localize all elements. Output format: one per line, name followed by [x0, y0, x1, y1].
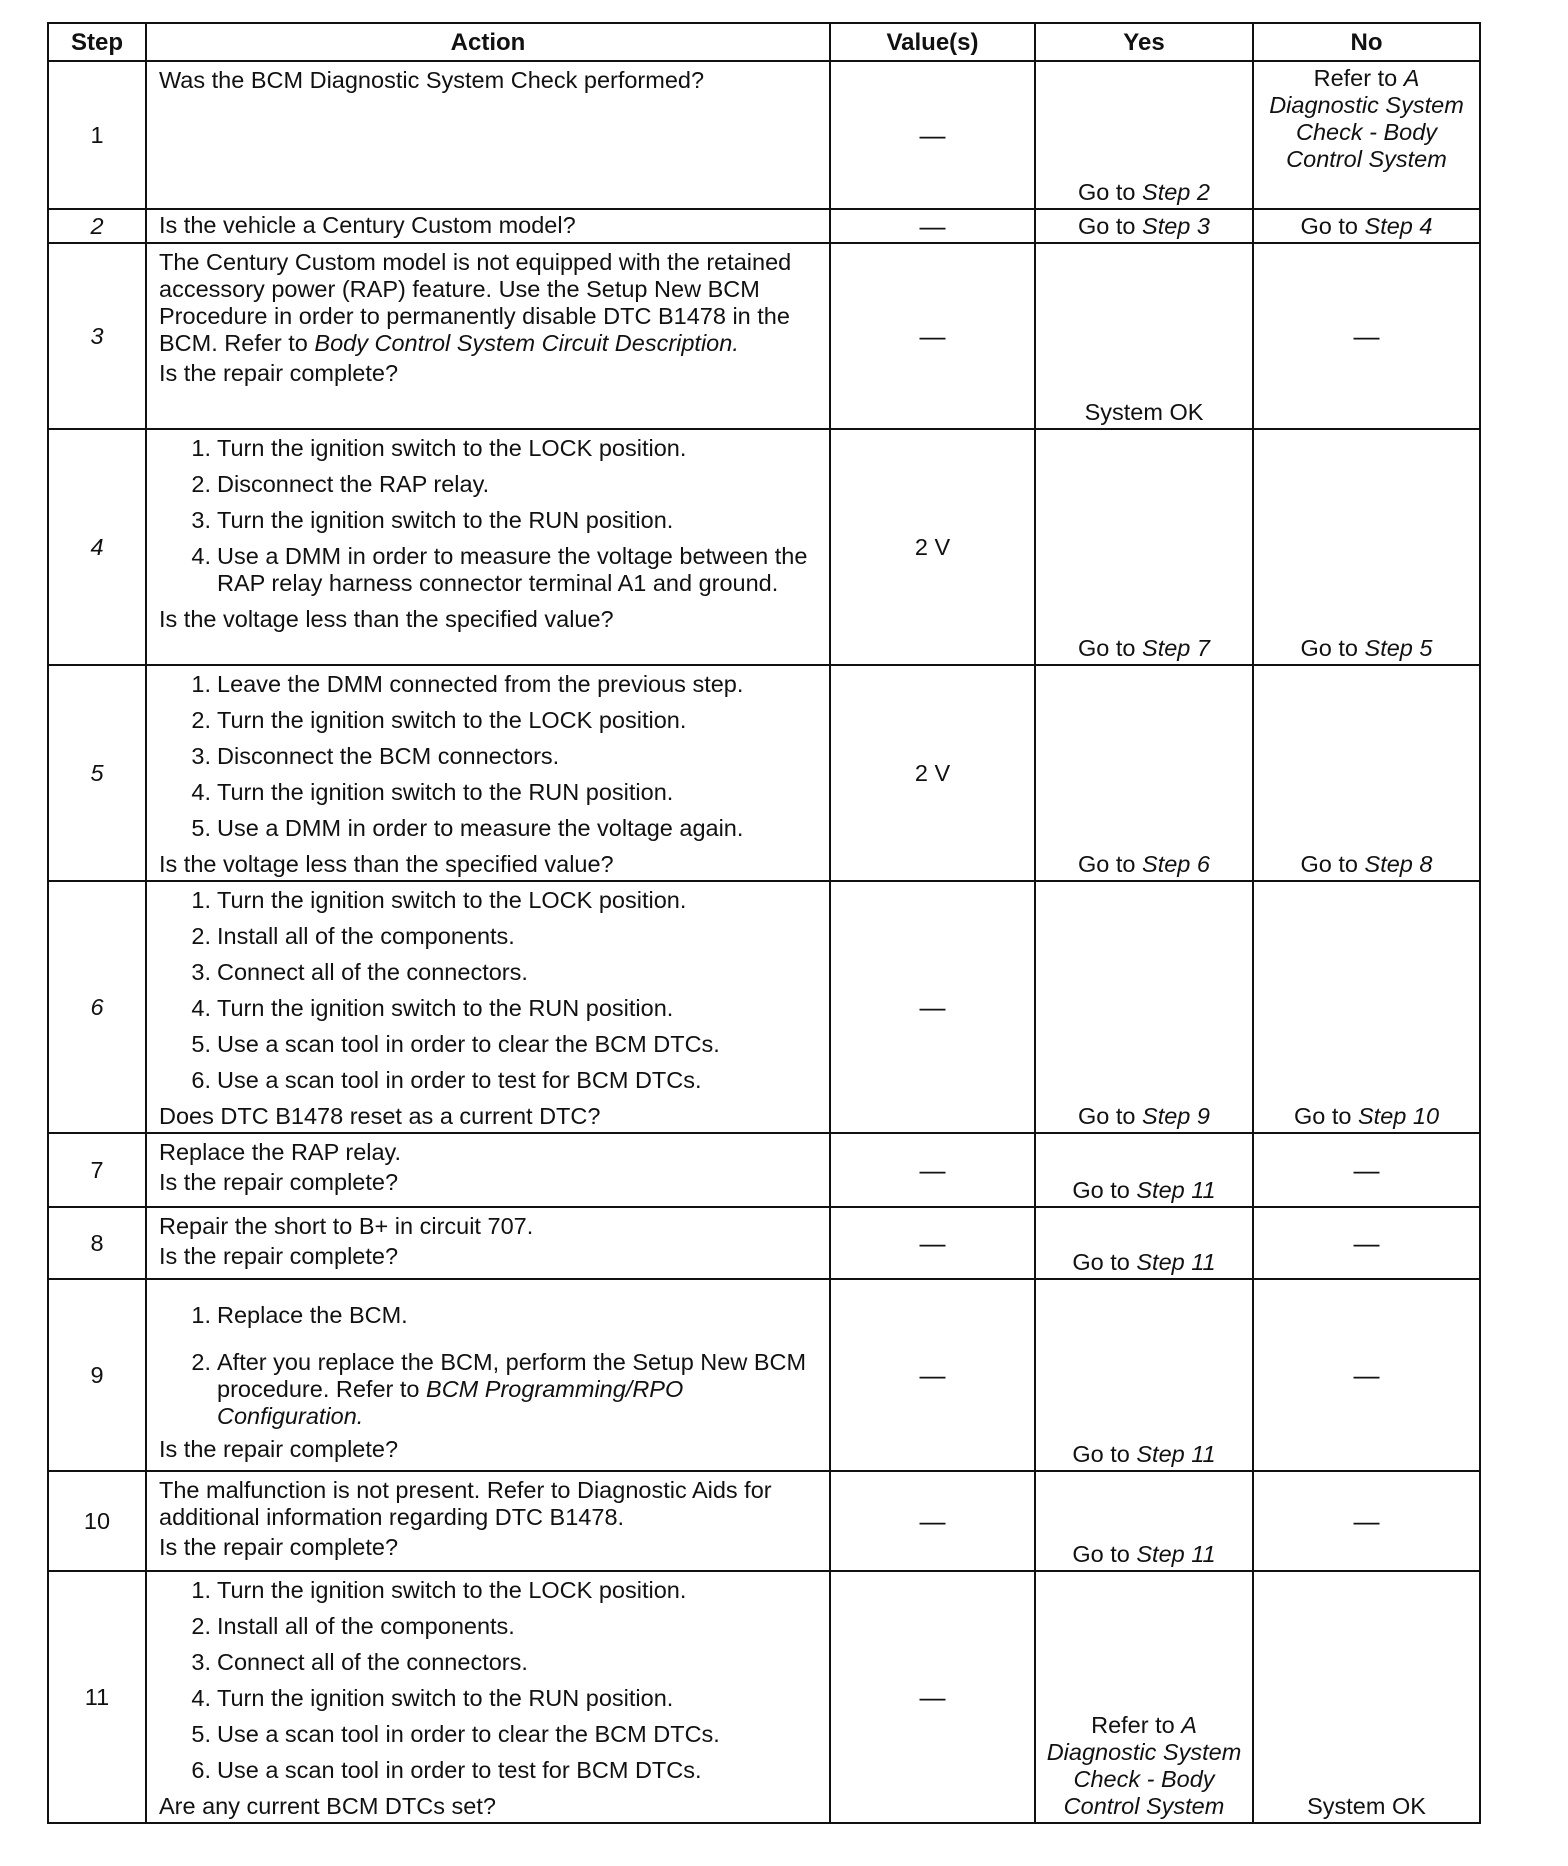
step-link: Step 5 — [1364, 635, 1433, 661]
no-cell: Go to Step 10 — [1253, 881, 1480, 1133]
step-number: 9 — [48, 1279, 146, 1471]
no-cell: — — [1253, 243, 1480, 429]
no-cell: — — [1253, 1279, 1480, 1471]
diagnostic-table-sheet — [47, 22, 1479, 1824]
table-row — [48, 1133, 1480, 1207]
action-question: Is the repair complete? — [159, 1169, 399, 1195]
step-number: 1 — [48, 61, 146, 209]
step-link: Step 11 — [1136, 1541, 1216, 1567]
list-item: 3. Disconnect the BCM connectors. — [191, 743, 560, 769]
action-question: Is the voltage less than the specified value? — [159, 606, 614, 632]
action-question: Is the repair complete? — [159, 1436, 399, 1462]
list-item: 2. Disconnect the RAP relay. — [191, 471, 490, 497]
list-item: 6. Use a scan tool in order to test for BCM DTCs. — [191, 1757, 702, 1783]
action-cell — [146, 209, 830, 243]
list-item: 2. After you replace the BCM, perform the Setup New BCM procedure. Refer to BCM Programming/RPO Configuration. — [191, 1349, 807, 1429]
no-cell: Refer to A Diagnostic System Check - Body Control System — [1253, 61, 1480, 209]
step-number: 3 — [48, 243, 146, 429]
table-row — [48, 1571, 1480, 1823]
action-question: Is the voltage less than the specified value? — [159, 851, 614, 877]
yes-cell: Go to Step 11 — [1035, 1279, 1253, 1471]
list-item: 4. Turn the ignition switch to the RUN position. — [191, 1685, 674, 1711]
action-cell — [146, 61, 830, 209]
value-cell: 2 V — [830, 429, 1035, 665]
action-cell — [146, 1207, 830, 1279]
table-row — [48, 429, 1480, 665]
list-item: 4. Turn the ignition switch to the RUN position. — [191, 995, 674, 1021]
step-link: Step 3 — [1142, 213, 1210, 239]
yes-cell: Refer to A Diagnostic System Check - Body Control System — [1035, 1571, 1253, 1823]
step-number: 4 — [48, 429, 146, 665]
header-values: Value(s) — [830, 23, 1035, 61]
value-cell: 2 V — [830, 665, 1035, 881]
header-no: No — [1253, 23, 1480, 61]
table-row — [48, 61, 1480, 209]
yes-cell: Go to Step 11 — [1035, 1471, 1253, 1571]
header-action: Action — [146, 23, 830, 61]
action-cell — [146, 1571, 830, 1823]
action-question: Are any current BCM DTCs set? — [159, 1793, 496, 1819]
action-list — [159, 435, 819, 597]
action-text: The malfunction is not present. Refer to Diagnostic Aids for additional information regarding DTC B1478. — [159, 1477, 772, 1530]
value-cell: — — [830, 61, 1035, 209]
list-item: 6. Use a scan tool in order to test for BCM DTCs. — [191, 1067, 702, 1093]
yes-cell: Go to Step 11 — [1035, 1133, 1253, 1207]
step-number: 11 — [48, 1571, 146, 1823]
action-question: Is the repair complete? — [159, 1534, 399, 1560]
list-item: 4. Use a DMM in order to measure the voltage between the RAP relay harness connector terminal A1 and ground. — [191, 543, 808, 596]
action-cell — [146, 243, 830, 429]
step-link: Step 11 — [1136, 1249, 1216, 1275]
step-number: 2 — [48, 209, 146, 243]
reference-link: Body Control System Circuit Description. — [314, 330, 739, 356]
action-text: Repair the short to B+ in circuit 707. — [159, 1213, 534, 1239]
table-row — [48, 1207, 1480, 1279]
action-question: Was the BCM Diagnostic System Check performed? — [159, 67, 705, 93]
yes-cell: Go to Step 9 — [1035, 881, 1253, 1133]
yes-cell: Go to Step 2 — [1035, 61, 1253, 209]
value-cell: — — [830, 881, 1035, 1133]
action-text: The Century Custom model is not equipped with the retained accessory power (RAP) feature. Use the Setup New BCM Procedure in order to permanently disable DTC B1478 in the BCM. Refer to — [159, 249, 792, 356]
reference-link: A Diagnostic System Check - Body Control System — [1046, 1712, 1242, 1819]
list-item: 3. Connect all of the connectors. — [191, 959, 528, 985]
action-cell — [146, 1133, 830, 1207]
action-list — [159, 671, 819, 842]
no-cell: — — [1253, 1207, 1480, 1279]
no-cell: — — [1253, 1471, 1480, 1571]
value-cell: — — [830, 1207, 1035, 1279]
step-link: Step 7 — [1142, 635, 1210, 661]
table-row — [48, 1279, 1480, 1471]
yes-cell: Go to Step 7 — [1035, 429, 1253, 665]
table-row — [48, 881, 1480, 1133]
step-link: Step 4 — [1364, 213, 1433, 239]
header-step: Step — [48, 23, 146, 61]
list-item: 1. Leave the DMM connected from the previous step. — [191, 671, 744, 697]
reference-link: BCM Programming/RPO Configuration. — [217, 1376, 684, 1429]
list-item: 2. Turn the ignition switch to the LOCK position. — [191, 707, 687, 733]
action-list — [159, 1577, 819, 1784]
list-item: 3. Connect all of the connectors. — [191, 1649, 528, 1675]
header-yes: Yes — [1035, 23, 1253, 61]
step-number: 6 — [48, 881, 146, 1133]
list-item: 4. Turn the ignition switch to the RUN position. — [191, 779, 674, 805]
step-number: 5 — [48, 665, 146, 881]
list-item: 1. Replace the BCM. — [191, 1302, 408, 1328]
action-cell — [146, 665, 830, 881]
action-cell — [146, 881, 830, 1133]
no-cell: — — [1253, 1133, 1480, 1207]
action-question: Does DTC B1478 reset as a current DTC? — [159, 1103, 601, 1129]
step-link: Step 8 — [1364, 851, 1433, 877]
step-number: 8 — [48, 1207, 146, 1279]
step-link: Step 2 — [1142, 179, 1210, 205]
table-row — [48, 243, 1480, 429]
step-link: Step 11 — [1136, 1441, 1216, 1467]
list-item: 5. Use a scan tool in order to clear the BCM DTCs. — [191, 1721, 720, 1747]
list-item: 5. Use a DMM in order to measure the voltage again. — [191, 815, 744, 841]
action-question: Is the repair complete? — [159, 1243, 399, 1269]
action-text: Replace the RAP relay. — [159, 1139, 402, 1165]
step-number: 7 — [48, 1133, 146, 1207]
value-cell: — — [830, 1279, 1035, 1471]
action-list — [159, 887, 819, 1094]
action-cell — [146, 429, 830, 665]
value-cell: — — [830, 1571, 1035, 1823]
yes-cell: System OK — [1035, 243, 1253, 429]
list-item: 1. Turn the ignition switch to the LOCK position. — [191, 435, 687, 461]
step-link: Step 9 — [1142, 1103, 1210, 1129]
action-cell — [146, 1279, 830, 1471]
step-link: Step 11 — [1136, 1177, 1216, 1203]
list-item: 1. Turn the ignition switch to the LOCK position. — [191, 887, 687, 913]
list-item: 5. Use a scan tool in order to clear the BCM DTCs. — [191, 1031, 720, 1057]
action-cell — [146, 1471, 830, 1571]
yes-cell: Go to Step 11 — [1035, 1207, 1253, 1279]
reference-link: A Diagnostic System Check - Body Control System — [1269, 65, 1464, 172]
list-item: 3. Turn the ignition switch to the RUN position. — [191, 507, 674, 533]
value-cell: — — [830, 209, 1035, 243]
diagnostic-table — [47, 22, 1481, 1824]
list-item: 1. Turn the ignition switch to the LOCK position. — [191, 1577, 687, 1603]
step-link: Step 10 — [1358, 1103, 1440, 1129]
value-cell: — — [830, 1133, 1035, 1207]
list-item: 2. Install all of the components. — [191, 923, 515, 949]
yes-cell: Go to Step 6 — [1035, 665, 1253, 881]
no-cell: Go to Step 8 — [1253, 665, 1480, 881]
value-cell: — — [830, 1471, 1035, 1571]
header-row — [48, 23, 1480, 61]
no-cell: Go to Step 4 — [1253, 209, 1480, 243]
step-link: Step 6 — [1142, 851, 1210, 877]
list-item: 2. Install all of the components. — [191, 1613, 515, 1639]
action-question: Is the vehicle a Century Custom model? — [159, 212, 576, 238]
value-cell: — — [830, 243, 1035, 429]
table-row — [48, 209, 1480, 243]
no-cell: Go to Step 5 — [1253, 429, 1480, 665]
no-cell: System OK — [1253, 1571, 1480, 1823]
yes-cell: Go to Step 3 — [1035, 209, 1253, 243]
table-row — [48, 1471, 1480, 1571]
step-number: 10 — [48, 1471, 146, 1571]
table-row — [48, 665, 1480, 881]
action-question: Is the repair complete? — [159, 360, 399, 386]
action-list — [159, 1302, 819, 1430]
